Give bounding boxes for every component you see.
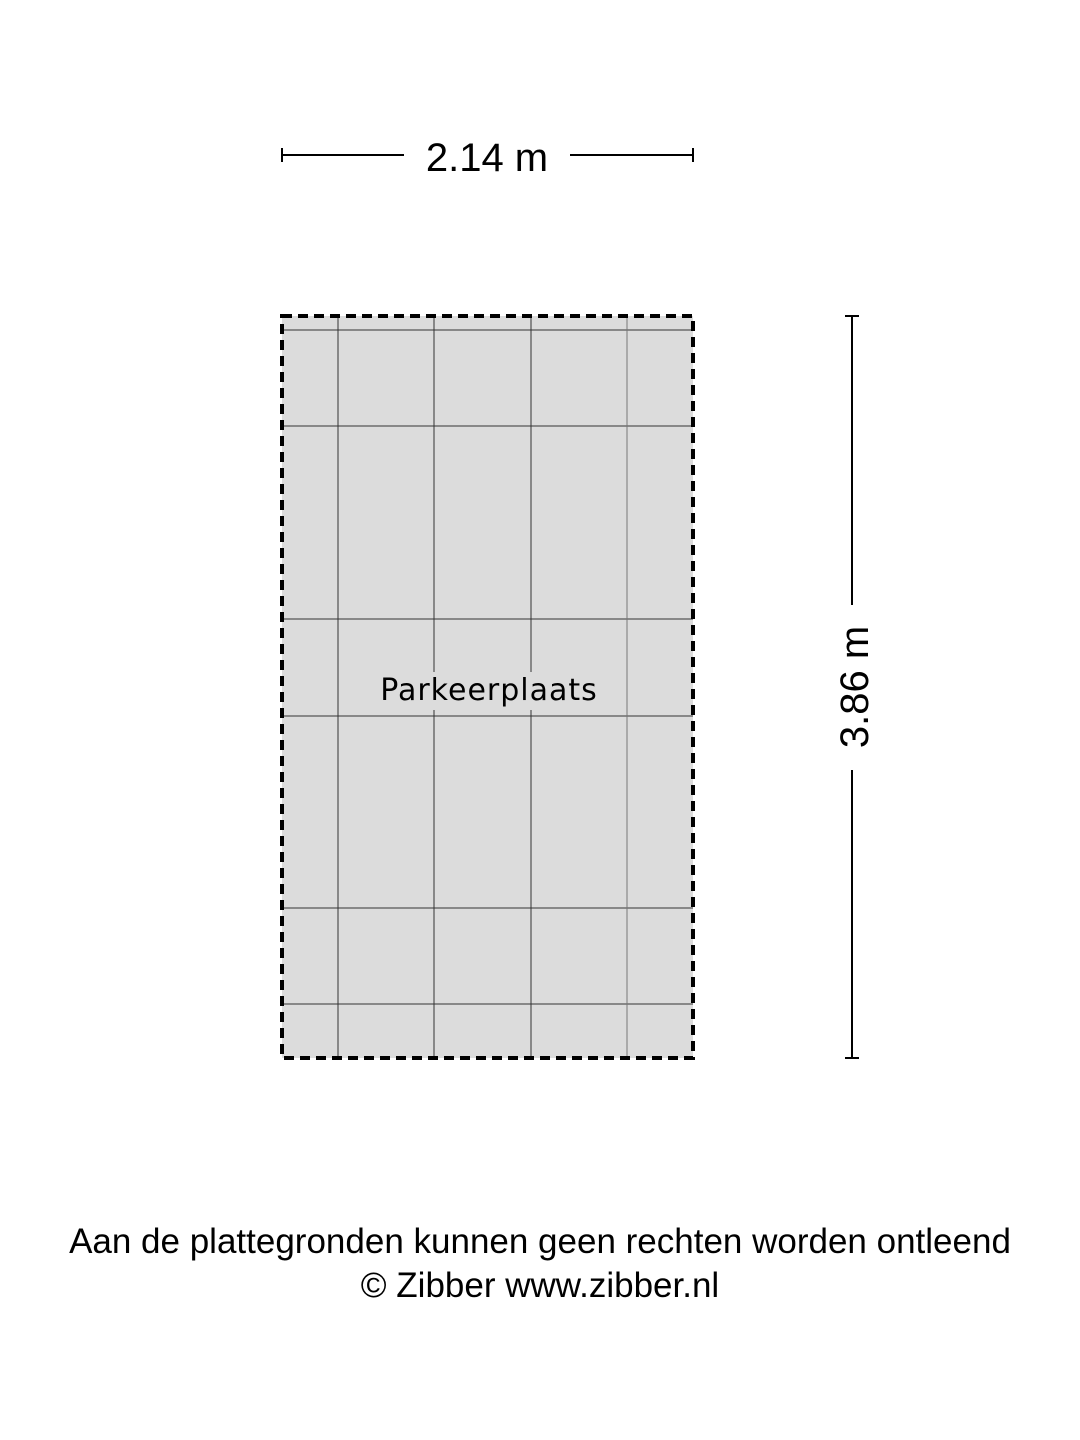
width-dimension-label: 2.14 m xyxy=(425,136,549,180)
disclaimer-text: Aan de plattegronden kunnen geen rechten worden ontleend xyxy=(69,1222,1011,1261)
copyright-text: © Zibber www.zibber.nl xyxy=(360,1266,720,1305)
height-dimension-label: 3.86 m xyxy=(833,625,877,749)
width-dimension xyxy=(282,136,693,180)
room-label: Parkeerplaats xyxy=(380,673,598,708)
room-parkeerplaats xyxy=(282,316,693,1058)
height-dimension xyxy=(833,316,877,1058)
